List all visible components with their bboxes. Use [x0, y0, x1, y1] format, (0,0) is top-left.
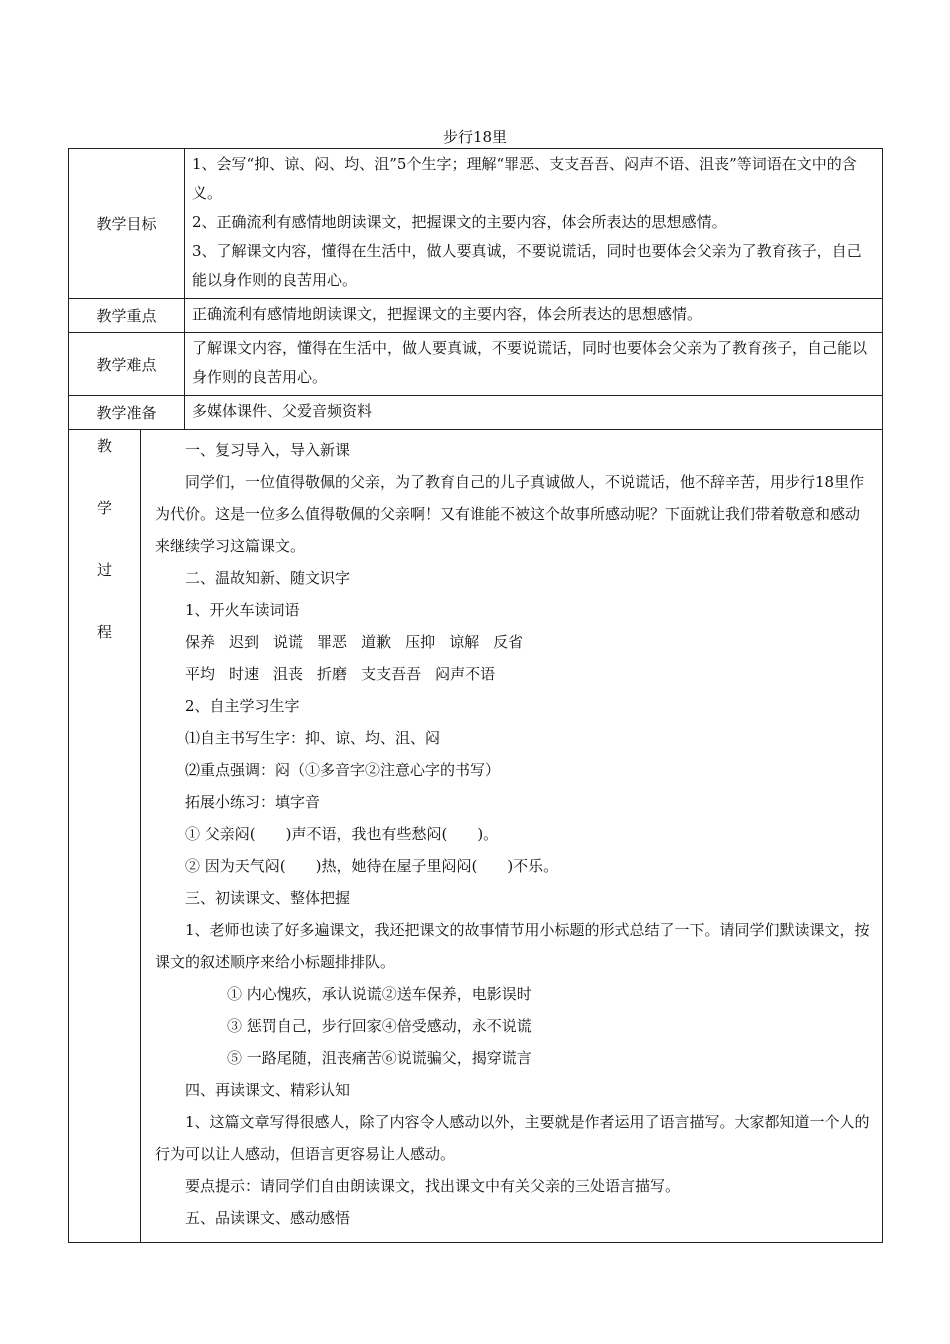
word-list-2 — [155, 658, 872, 690]
word-item: 支支吾吾 — [361, 665, 422, 683]
section-4-text: 1、这篇文章写得很感人，除了内容令人感动以外，主要就是作者运用了语言描写。大家都知道一个人的行为可以让人感动，但语言更容易让人感动。 — [155, 1113, 870, 1163]
section-heading-1: 一、复习导入，导入新课 — [185, 441, 351, 459]
word-list-1 — [155, 626, 872, 658]
key-content: 正确流利有感情地朗读课文，把握课文的主要内容，体会所表达的思想感情。 — [185, 299, 883, 333]
word-item: 平均 — [185, 665, 216, 683]
subtitle-list-1: ① 内心愧疚，承认说谎②送车保养，电影误时 — [227, 985, 532, 1003]
word-item: 道歉 — [361, 633, 392, 651]
page-title: 步行18里 — [442, 128, 508, 146]
goal-item-2: 2、正确流利有感情地朗读课文，把握课文的主要内容，体会所表达的思想感情。 — [192, 213, 727, 231]
section-heading-2: 二、温故知新、随文识字 — [185, 569, 351, 587]
process-label-char: 学 — [96, 499, 112, 517]
difficult-label: 教学难点 — [69, 333, 185, 396]
goal-item-1: 1、会写“抑、谅、闷、均、沮”5个生字；理解“罪恶、支支吾吾、闷声不语、沮丧”等词语在文中的含义。 — [192, 155, 857, 202]
exercise-2: ② 因为天气闷( )热，她待在屋子里闷闷( )不乐。 — [185, 857, 559, 875]
subtitle-list-2: ③ 惩罚自己，步行回家④倍受感动，永不说谎 — [227, 1017, 532, 1035]
subtitle-list-3: ⑤ 一路尾随，沮丧痛苦⑥说谎骗父，揭穿谎言 — [227, 1049, 532, 1067]
prep-content: 多媒体课件、父爱音频资料 — [185, 396, 883, 430]
section-2-sub-1: 1、开火车读词语 — [185, 601, 300, 619]
difficult-row — [69, 333, 883, 396]
word-item: 保养 — [185, 633, 216, 651]
section-heading-3: 三、初读课文、整体把握 — [185, 889, 351, 907]
word-item: 说谎 — [273, 633, 304, 651]
word-item: 罪恶 — [317, 633, 348, 651]
word-item: 压抑 — [405, 633, 436, 651]
lesson-plan-table — [68, 148, 883, 1243]
word-item: 时速 — [229, 665, 260, 683]
word-item: 沮丧 — [273, 665, 304, 683]
section-4-tip: 要点提示：请同学们自由朗读课文，找出课文中有关父亲的三处语言描写。 — [185, 1177, 681, 1195]
process-label — [69, 430, 141, 1243]
section-2-item-2: ⑵重点强调：闷（①多音字②注意心字的书写） — [185, 761, 501, 779]
process-row — [69, 430, 883, 1243]
section-heading-5: 五、品读课文、感动感悟 — [185, 1209, 351, 1227]
word-item: 谅解 — [449, 633, 480, 651]
goal-item-3: 3、了解课文内容，懂得在生活中，做人要真诚，不要说谎话，同时也要体会父亲为了教育孩子，自己能以身作则的良苦用心。 — [192, 242, 862, 289]
goals-row — [69, 149, 883, 299]
section-3-text: 1、老师也读了好多遍课文，我还把课文的故事情节用小标题的形式总结了一下。请同学们默读课文，按课文的叙述顺序来给小标题排排队。 — [155, 921, 870, 971]
goals-label: 教学目标 — [69, 149, 185, 299]
process-label-char: 过 — [96, 561, 112, 579]
word-item: 折磨 — [317, 665, 348, 683]
goals-content — [185, 149, 883, 299]
exercise-1: ① 父亲闷( )声不语，我也有些愁闷( )。 — [185, 825, 499, 843]
process-label-char: 程 — [96, 623, 112, 641]
prep-row — [69, 396, 883, 430]
process-content — [141, 430, 883, 1243]
key-label: 教学重点 — [69, 299, 185, 333]
prep-label: 教学准备 — [69, 396, 185, 430]
section-2-extension: 拓展小练习：填字音 — [185, 793, 321, 811]
section-2-sub-2: 2、自主学习生字 — [185, 697, 300, 715]
difficult-content: 了解课文内容，懂得在生活中，做人要真诚，不要说谎话，同时也要体会父亲为了教育孩子，自己能以身作则的良苦用心。 — [185, 333, 883, 396]
word-item: 闷声不语 — [435, 665, 496, 683]
process-label-char: 教 — [96, 437, 112, 455]
key-row — [69, 299, 883, 333]
section-2-item-1: ⑴自主书写生字：抑、谅、均、沮、闷 — [185, 729, 441, 747]
section-heading-4: 四、再读课文、精彩认知 — [185, 1081, 351, 1099]
word-item: 迟到 — [229, 633, 260, 651]
section-1-text: 同学们，一位值得敬佩的父亲，为了教育自己的儿子真诚做人，不说谎话，他不辞辛苦，用步行18里作为代价。这是一位多么值得敬佩的父亲啊！又有谁能不被这个故事所感动呢？下面就让我们带着敬意和感动来继续学习这篇课文。 — [155, 473, 865, 555]
word-item: 反省 — [493, 633, 524, 651]
